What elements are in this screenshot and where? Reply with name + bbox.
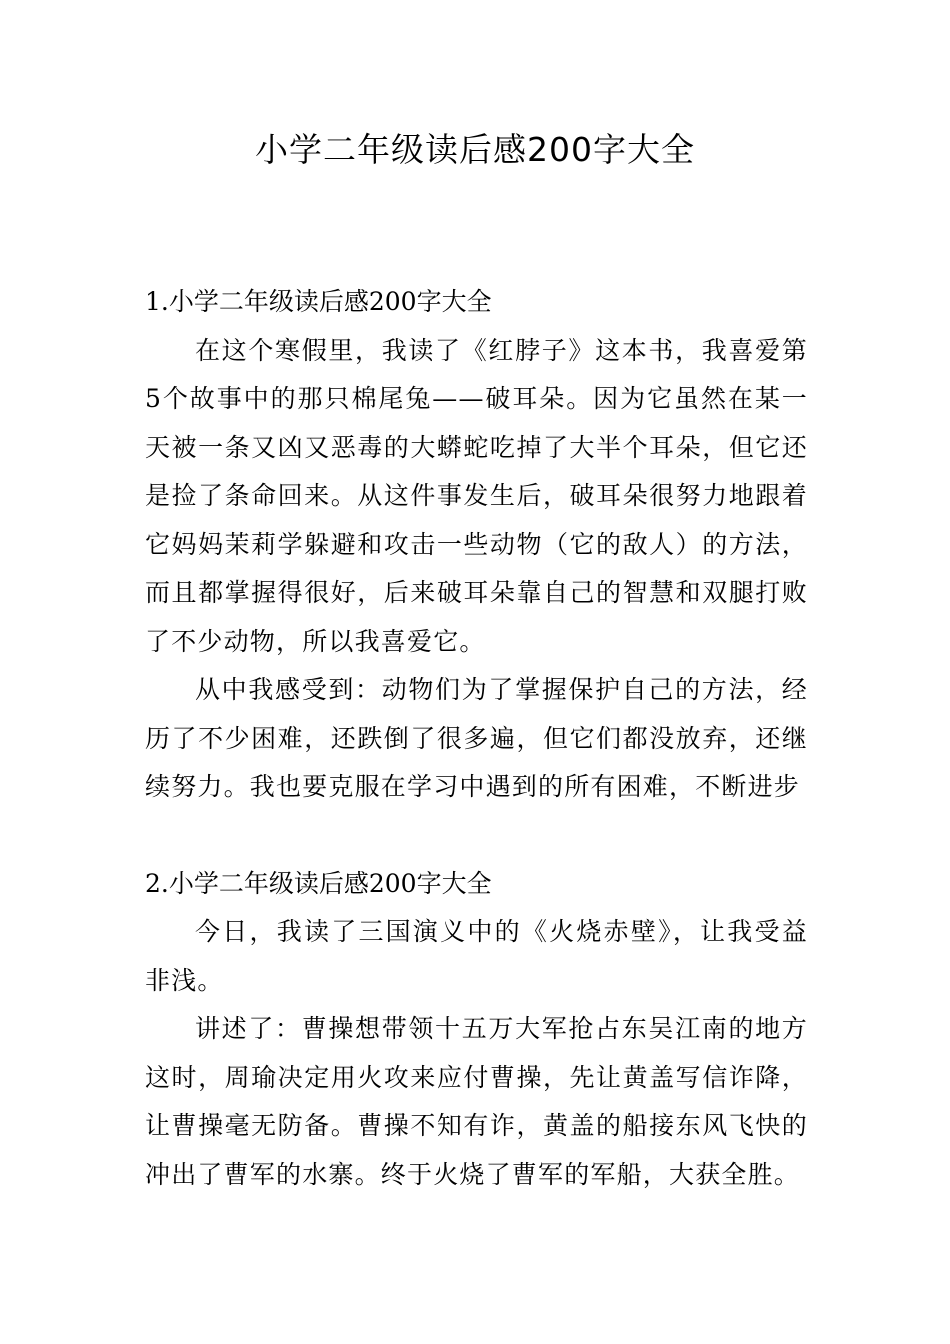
document-title: 小学二年级读后感200字大全	[255, 130, 695, 169]
section-1	[145, 278, 808, 812]
section-2	[145, 860, 808, 1200]
paragraph: 今日，我读了三国演义中的《火烧赤壁》，让我受益非浅。	[145, 917, 808, 995]
document-body	[145, 278, 808, 1199]
section-heading: 1.小学二年级读后感200字大全	[145, 287, 492, 316]
paragraph: 在这个寒假里，我读了《红脖子》这本书，我喜爱第5个故事中的那只棉尾兔——破耳朵。因为它虽然在某一天被一条又凶又恶毒的大蟒蛇吃掉了大半个耳朵，但它还是捡了条命回来。从这件事发生后，破耳朵很努力地跟着它妈妈茉莉学躲避和攻击一些动物（它的敌人）的方法，而且都掌握得很好，后来破耳朵靠自己的智慧和双腿打败了不少动物，所以我喜爱它。	[145, 335, 808, 656]
paragraph: 从中我感受到：动物们为了掌握保护自己的方法，经历了不少困难，还跌倒了很多遍，但它们都没放弃，还继续努力。我也要克服在学习中遇到的所有困难，不断进步	[145, 675, 808, 801]
section-heading: 2.小学二年级读后感200字大全	[145, 868, 492, 898]
paragraph: 讲述了：曹操想带领十五万大军抢占东吴江南的地方这时，周瑜决定用火攻来应付曹操，先让黄盖写信诈降，让曹操毫无防备。曹操不知有诈，黄盖的船接东风飞快的冲出了曹军的水寨。终于火烧了曹军的军船，大获全胜。	[145, 1014, 808, 1189]
